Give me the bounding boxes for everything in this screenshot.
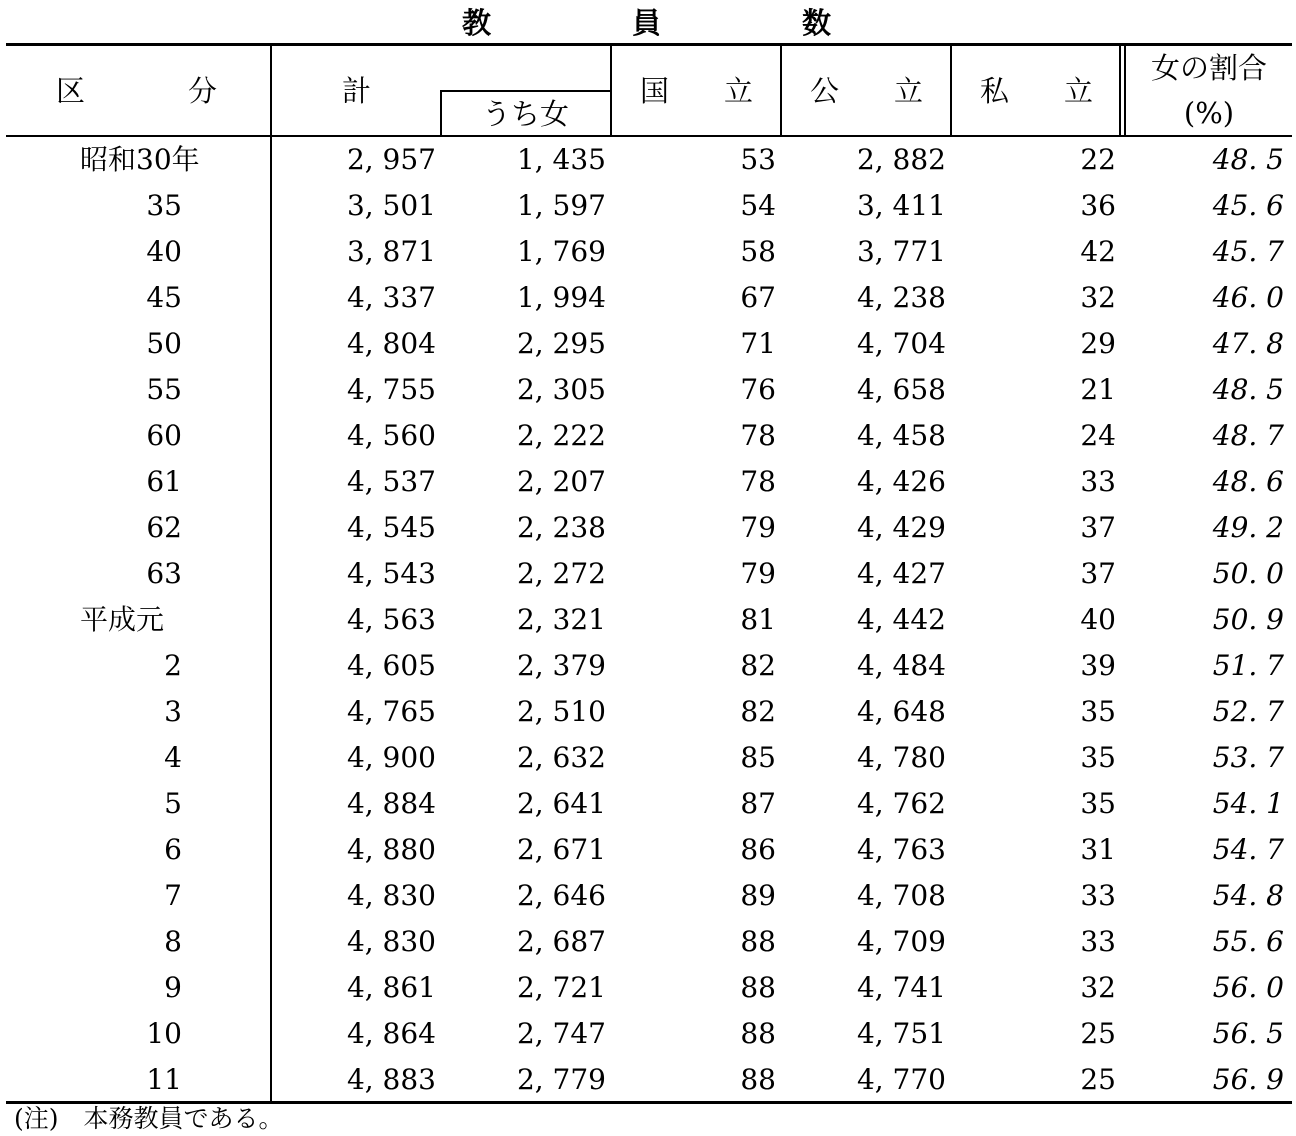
cell-total: 4, 337: [346, 281, 436, 314]
cell-national: 79: [740, 511, 776, 544]
cell-female: 2, 641: [516, 787, 606, 820]
cell-private: 40: [1080, 603, 1116, 636]
cell-private: 37: [1080, 557, 1116, 590]
cell-ratio: 56. 0: [1212, 971, 1284, 1004]
cell-ratio: 54. 1: [1212, 787, 1284, 820]
cell-female: 2, 687: [516, 925, 606, 958]
cell-female: 1, 597: [516, 189, 606, 222]
cell-public: 4, 770: [856, 1063, 946, 1096]
cell-public: 4, 429: [856, 511, 946, 544]
cell-year: 50: [146, 327, 182, 360]
cell-female: 2, 379: [516, 649, 606, 682]
cell-ratio: 48. 7: [1212, 419, 1284, 452]
cell-private: 33: [1080, 465, 1116, 498]
header-private-right: 立: [1064, 74, 1094, 108]
cell-total: 4, 883: [346, 1063, 436, 1096]
cell-private: 33: [1080, 925, 1116, 958]
cell-ratio: 48. 6: [1212, 465, 1284, 498]
cell-female: 2, 779: [516, 1063, 606, 1096]
cell-female: 2, 222: [516, 419, 606, 452]
cell-national: 71: [740, 327, 776, 360]
cell-total: 4, 804: [346, 327, 436, 360]
cell-ratio: 56. 5: [1212, 1017, 1284, 1050]
cell-ratio: 47. 8: [1212, 327, 1284, 360]
header-female-ratio-unit: (%): [1183, 96, 1235, 130]
col-divider-private-1: [1119, 46, 1121, 136]
cell-national: 76: [740, 373, 776, 406]
cell-public: 4, 648: [856, 695, 946, 728]
cell-public: 4, 427: [856, 557, 946, 590]
cell-female: 2, 646: [516, 879, 606, 912]
cell-year: 35: [146, 189, 182, 222]
header-category-left: 区: [56, 74, 86, 108]
cell-ratio: 48. 5: [1212, 143, 1284, 176]
title-char-3: 数: [802, 6, 832, 40]
cell-total: 4, 605: [346, 649, 436, 682]
header-private-left: 私: [980, 74, 1010, 108]
cell-year: 2: [164, 649, 182, 682]
cell-public: 4, 426: [856, 465, 946, 498]
cell-national: 79: [740, 557, 776, 590]
col-divider-category: [270, 46, 272, 1101]
cell-total: 4, 545: [346, 511, 436, 544]
cell-private: 35: [1080, 695, 1116, 728]
cell-total: 4, 830: [346, 925, 436, 958]
cell-private: 25: [1080, 1017, 1116, 1050]
col-divider-female-sub: [440, 91, 442, 136]
cell-year: 10: [146, 1017, 182, 1050]
cell-ratio: 50. 0: [1212, 557, 1284, 590]
cell-private: 32: [1080, 281, 1116, 314]
cell-national: 89: [740, 879, 776, 912]
cell-public: 4, 708: [856, 879, 946, 912]
cell-female: 2, 272: [516, 557, 606, 590]
cell-national: 81: [740, 603, 776, 636]
cell-public: 4, 658: [856, 373, 946, 406]
cell-female: 2, 747: [516, 1017, 606, 1050]
cell-national: 78: [740, 465, 776, 498]
cell-national: 85: [740, 741, 776, 774]
cell-public: 4, 762: [856, 787, 946, 820]
cell-ratio: 45. 6: [1212, 189, 1284, 222]
cell-ratio: 49. 2: [1212, 511, 1284, 544]
cell-year: 5: [164, 787, 182, 820]
header-national-right: 立: [724, 74, 754, 108]
cell-year: 45: [146, 281, 182, 314]
cell-public: 4, 780: [856, 741, 946, 774]
cell-year: 11: [146, 1063, 182, 1096]
cell-ratio: 54. 7: [1212, 833, 1284, 866]
header-national-left: 国: [640, 74, 670, 108]
cell-national: 86: [740, 833, 776, 866]
cell-national: 78: [740, 419, 776, 452]
cell-national: 58: [740, 235, 776, 268]
col-divider-public: [950, 46, 952, 136]
cell-national: 88: [740, 1063, 776, 1096]
cell-female: 2, 207: [516, 465, 606, 498]
cell-private: 39: [1080, 649, 1116, 682]
cell-year: 昭和30年: [80, 143, 200, 176]
cell-female: 2, 721: [516, 971, 606, 1004]
cell-private: 29: [1080, 327, 1116, 360]
cell-ratio: 51. 7: [1212, 649, 1284, 682]
cell-total: 4, 563: [346, 603, 436, 636]
cell-year: 6: [164, 833, 182, 866]
cell-female: 1, 435: [516, 143, 606, 176]
cell-total: 3, 871: [346, 235, 436, 268]
cell-private: 21: [1080, 373, 1116, 406]
cell-female: 2, 671: [516, 833, 606, 866]
cell-private: 24: [1080, 419, 1116, 452]
cell-total: 2, 957: [346, 143, 436, 176]
cell-year: 62: [146, 511, 182, 544]
cell-total: 4, 755: [346, 373, 436, 406]
cell-total: 4, 864: [346, 1017, 436, 1050]
cell-private: 35: [1080, 787, 1116, 820]
cell-public: 4, 442: [856, 603, 946, 636]
cell-year: 平成元: [80, 603, 165, 636]
cell-national: 54: [740, 189, 776, 222]
cell-total: 4, 560: [346, 419, 436, 452]
cell-private: 32: [1080, 971, 1116, 1004]
cell-total: 4, 900: [346, 741, 436, 774]
cell-national: 82: [740, 649, 776, 682]
cell-national: 88: [740, 971, 776, 1004]
cell-national: 53: [740, 143, 776, 176]
cell-total: 4, 543: [346, 557, 436, 590]
cell-national: 67: [740, 281, 776, 314]
top-rule: [6, 43, 1292, 46]
cell-ratio: 46. 0: [1212, 281, 1284, 314]
cell-female: 1, 769: [516, 235, 606, 268]
cell-ratio: 56. 9: [1212, 1063, 1284, 1096]
header-female-ratio: 女の割合: [1150, 51, 1267, 85]
cell-year: 9: [164, 971, 182, 1004]
cell-year: 61: [146, 465, 182, 498]
cell-ratio: 53. 7: [1212, 741, 1284, 774]
cell-female: 2, 305: [516, 373, 606, 406]
cell-national: 88: [740, 925, 776, 958]
cell-year: 7: [164, 879, 182, 912]
cell-female: 2, 295: [516, 327, 606, 360]
cell-total: 4, 861: [346, 971, 436, 1004]
header-public-left: 公: [810, 74, 840, 108]
cell-year: 4: [164, 741, 182, 774]
cell-private: 25: [1080, 1063, 1116, 1096]
header-female-sub: うち女: [482, 97, 570, 131]
cell-public: 4, 741: [856, 971, 946, 1004]
cell-female: 1, 994: [516, 281, 606, 314]
cell-ratio: 55. 6: [1212, 925, 1284, 958]
cell-private: 42: [1080, 235, 1116, 268]
footnote: (注) 本務教員である。: [14, 1104, 284, 1133]
cell-private: 35: [1080, 741, 1116, 774]
cell-private: 22: [1080, 143, 1116, 176]
col-divider-national: [780, 46, 782, 136]
title-char-1: 教: [462, 6, 492, 40]
cell-total: 4, 830: [346, 879, 436, 912]
cell-private: 36: [1080, 189, 1116, 222]
cell-total: 4, 880: [346, 833, 436, 866]
cell-year: 40: [146, 235, 182, 268]
cell-national: 88: [740, 1017, 776, 1050]
cell-ratio: 48. 5: [1212, 373, 1284, 406]
cell-public: 4, 751: [856, 1017, 946, 1050]
header-total: 計: [342, 74, 372, 108]
cell-year: 63: [146, 557, 182, 590]
cell-total: 4, 884: [346, 787, 436, 820]
cell-ratio: 52. 7: [1212, 695, 1284, 728]
cell-public: 4, 704: [856, 327, 946, 360]
cell-total: 3, 501: [346, 189, 436, 222]
cell-year: 3: [164, 695, 182, 728]
cell-female: 2, 632: [516, 741, 606, 774]
cell-female: 2, 510: [516, 695, 606, 728]
cell-private: 31: [1080, 833, 1116, 866]
cell-public: 4, 484: [856, 649, 946, 682]
col-divider-total: [610, 46, 612, 136]
cell-private: 33: [1080, 879, 1116, 912]
cell-public: 4, 763: [856, 833, 946, 866]
cell-public: 4, 458: [856, 419, 946, 452]
cell-private: 37: [1080, 511, 1116, 544]
female-sub-rule: [440, 90, 611, 92]
cell-year: 8: [164, 925, 182, 958]
header-public-right: 立: [894, 74, 924, 108]
cell-female: 2, 321: [516, 603, 606, 636]
cell-year: 60: [146, 419, 182, 452]
cell-national: 87: [740, 787, 776, 820]
cell-public: 3, 771: [856, 235, 946, 268]
cell-ratio: 50. 9: [1212, 603, 1284, 636]
cell-total: 4, 765: [346, 695, 436, 728]
cell-ratio: 45. 7: [1212, 235, 1284, 268]
cell-year: 55: [146, 373, 182, 406]
cell-public: 4, 709: [856, 925, 946, 958]
cell-national: 82: [740, 695, 776, 728]
cell-public: 3, 411: [856, 189, 946, 222]
cell-total: 4, 537: [346, 465, 436, 498]
cell-female: 2, 238: [516, 511, 606, 544]
cell-public: 4, 238: [856, 281, 946, 314]
cell-ratio: 54. 8: [1212, 879, 1284, 912]
table-title: [0, 4, 1296, 42]
header-category-right: 分: [188, 74, 218, 108]
title-char-2: 員: [632, 6, 662, 40]
cell-public: 2, 882: [856, 143, 946, 176]
